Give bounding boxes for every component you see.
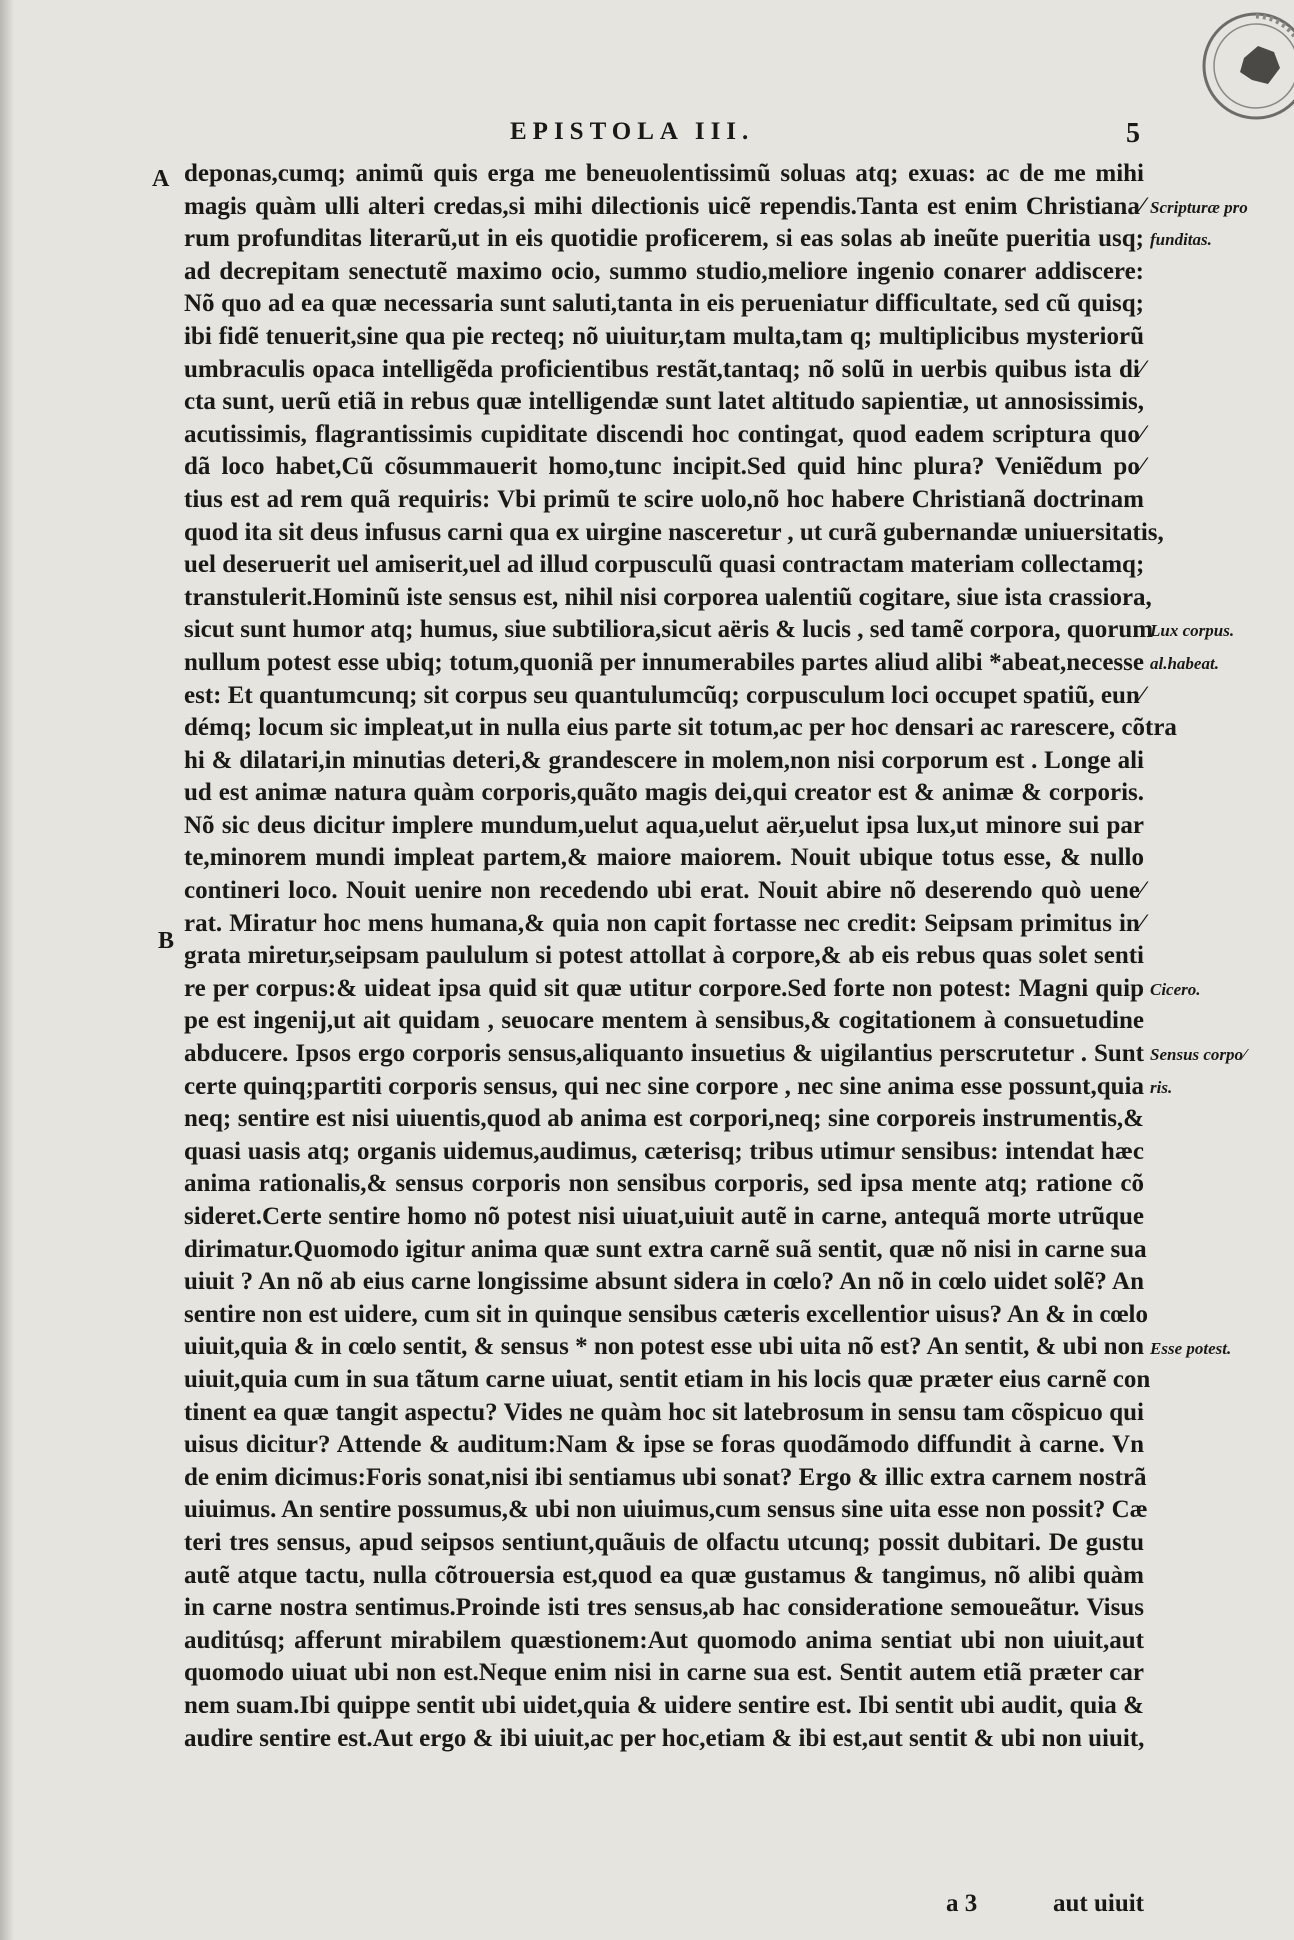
text-line: quasi uasis atq; organis uidemus,audimus, cæterisq; tribus utimur sensibus: intendat hæc	[184, 1137, 1144, 1165]
text-line: de enim dicimus:Foris sonat,nisi ibi sentiamus ubi sonat? Ergo & illic extra carnem nostrã	[184, 1463, 1147, 1491]
text-line: démq; locum sic impleat,ut in nulla eius parte sit totum,ac per hoc densari ac rarescere, cõtra	[184, 714, 1177, 742]
text-line: te,minorem mundi impleat partem,& maiore maiorem. Nouit ubique totus esse, & nullo	[184, 844, 1144, 872]
text-line: uiuimus. An sentire possumus,& ubi non uiuimus,cum sensus sine uita esse non possit? Cæ	[184, 1496, 1148, 1524]
text-line: auditúsq; afferunt mirabilem quæstionem:Aut quomodo anima sentiat ubi non uiuit,aut	[184, 1626, 1144, 1654]
text-line: quomodo uiuat ubi non est.Neque enim nisi in carne sua est. Sentit autem etiã præter car	[184, 1659, 1144, 1687]
text-line: abducere. Ipsos ergo corporis sensus,aliquanto insuetius & uigilantius perscrutetur . Sunt	[184, 1040, 1144, 1068]
text-line: transtulerit.Hominũ iste sensus est, nihil nisi corporea ualentiũ cogitare, siue ista crassiora,	[184, 583, 1152, 611]
running-title: EPISTOLA III.	[510, 118, 755, 145]
text-line: audire sentire est.Aut ergo & ibi uiuit,ac per hoc,etiam & ibi est,aut sentit & ubi non uiuit,	[184, 1724, 1145, 1752]
page-number: 5	[1126, 118, 1140, 149]
text-line: quod ita sit deus infusus carni qua ex uirgine nasceretur , ut curã gubernandæ uniuersitatis,	[184, 518, 1164, 546]
text-line: certe quinq;partiti corporis sensus, qui nec sine corpore , nec sine anima esse possunt,quia	[184, 1072, 1144, 1100]
text-line: tius est ad rem quã requiris: Vbi primũ te scire uolo,nõ hoc habere Christianã doctrinam	[184, 485, 1144, 513]
margin-note: Lux corpus.	[1150, 621, 1235, 641]
text-line: dirimatur.Quomodo igitur anima quæ sunt extra carnẽ suã sentit, quæ nõ nisi in carne sua	[184, 1235, 1147, 1263]
text-line: magis quàm ulli alteri credas,si mihi dilectionis uicẽ rependis.Tanta est enim Christiana⁄	[184, 192, 1144, 220]
text-line: nem suam.Ibi quippe sentit ubi uidet,quia & uidere sentire est. Ibi sentit ubi audit, quia &	[184, 1691, 1144, 1719]
signature-mark: a 3	[946, 1890, 978, 1917]
text-line: contineri loco. Nouit uenire non recedendo ubi erat. Nouit abire nõ deserendo quò uene⁄	[184, 877, 1144, 905]
page-footer	[184, 1890, 1144, 1924]
text-line: tinent ea quæ tangit aspectu? Vides ne quàm hoc sit latebrosum in sensu tam cõspicuo qui	[184, 1398, 1144, 1426]
text-line: nullum potest esse ubiq; totum,quoniã per innumerabiles partes aliud alibi *abeat,necesse	[184, 648, 1144, 676]
margin-note: Cicero.	[1150, 980, 1201, 999]
margin-note: Esse potest.	[1150, 1338, 1232, 1358]
text-line: rum profunditas literarũ,ut in eis quotidie proficerem, si eas solas ab ineũte pueritia usq;	[184, 225, 1144, 253]
text-line: ad decrepitam senectutẽ maximo ocio, summo studio,meliore ingenio conarer addiscere:	[184, 257, 1144, 285]
text-line: uiuit,quia & in cœlo sentit, & sensus * non potest esse ubi uita nõ est? An sentit, & ubi non	[184, 1333, 1144, 1361]
text-line: teri tres sensus, apud seipsos sentiunt,quãuis de olfactu utcunq; possit dubitari. De gustu	[184, 1528, 1144, 1556]
section-marker-a: A	[152, 166, 170, 192]
text-line: deponas,cumq; animũ quis erga me beneuolentissimũ soluas atq; exuas: ac de me mihi	[184, 160, 1144, 187]
text-line: est: Et quantumcunq; sit corpus seu quantulumcũq; corpusculum loci occupet spatiũ, eun⁄	[184, 681, 1144, 709]
margin-note: Scripturæ pro	[1150, 197, 1248, 217]
text-line: pe est ingenij,ut ait quidam , seuocare mentem à sensibus,& cogitationem à consuetudine	[184, 1007, 1144, 1035]
text-line: autẽ atque tactu, nulla cõtrouersia est,quod ea quæ gustamus & tangimus, nõ alibi quàm	[184, 1561, 1144, 1589]
text-line: sideret.Certe sentire homo nõ potest nisi uiuat,uiuit autẽ in carne, antequã morte utrũque	[184, 1203, 1144, 1230]
text-line: anima rationalis,& sensus corporis non sensibus corporis, sed ipsa mente atq; ratione cõ	[184, 1170, 1144, 1198]
text-line: ud est animæ natura quàm corporis,quãto magis dei,qui creator est & animæ & corporis.	[184, 779, 1144, 807]
text-line: rat. Miratur hoc mens humana,& quia non capit fortasse nec credit: Seipsam primitus in⁄	[184, 909, 1144, 937]
text-line: acutissimis, flagrantissimis cupiditate discendi hoc contingat, quod eadem scriptura quo⁄	[184, 420, 1144, 448]
library-stamp	[1196, 6, 1294, 126]
text-line: grata miretur,seipsam paululum si potest attollat à corpore,& ab eis rebus quas solet senti	[184, 942, 1144, 970]
text-line: uisus dicitur? Attende & auditum:Nam & ipse se foras quodãmodo diffundit à carne. Vn	[184, 1431, 1144, 1459]
text-line: Nõ quo ad ea quæ necessaria sunt saluti,tanta in eis perueniatur difficultate, sed cũ quisq;	[184, 290, 1144, 318]
margin-note: Sensus corpo⁄	[1150, 1045, 1246, 1065]
margin-note: ris.	[1150, 1077, 1173, 1097]
text-line: cta sunt, uerũ etiã in rebus quæ intelligendæ sunt latet altitudo sapientiæ, ut annosissimis,	[184, 388, 1144, 416]
text-line: in carne nostra sentimus.Proinde isti tres sensus,ab hac consideratione semoueãtur. Visus	[184, 1594, 1144, 1622]
text-line: uel deseruerit uel amiserit,uel ad illud corpusculũ quasi contractam materiam collectamq;	[184, 551, 1145, 579]
margin-note: al.habeat.	[1150, 654, 1219, 673]
text-line: Nõ sic deus dicitur implere mundum,uelut aqua,uelut aër,uelut ipsa lux,ut minore sui par	[184, 811, 1144, 839]
margin-note: funditas.	[1150, 230, 1212, 250]
text-line: hi & dilatari,in minutias deteri,& grandescere in molem,non nisi corporum est . Longe ali	[184, 746, 1144, 774]
text-line: sentire non est uidere, cum sit in quinque sensibus cæteris excellentior uisus? An & in cœlo	[184, 1300, 1148, 1328]
text-line: umbraculis opaca intelligẽda proficientibus restãt,tantaq; nõ solũ in uerbis quibus ista di⁄	[184, 355, 1144, 383]
text-line: re per corpus:& uideat ipsa quid sit quæ utitur corpore.Sed forte non potest: Magni quip	[184, 974, 1144, 1002]
text-line: dã loco habet,Cũ cõsummauerit homo,tunc incipit.Sed quid hinc plura? Veniẽdum po⁄	[184, 453, 1144, 481]
running-head	[180, 118, 1140, 152]
catchword: aut uiuit	[1052, 1890, 1144, 1917]
text-line: uiuit,quia cum in sua tãtum carne uiuat, sentit etiam in his locis quæ præter eius carnẽ con	[184, 1365, 1151, 1393]
section-marker-b: B	[158, 928, 175, 954]
text-line: sicut sunt humor atq; humus, siue subtiliora,sicut aëris & lucis , sed tamẽ corpora, quorum	[184, 616, 1154, 644]
text-line: ibi fidẽ tenuerit,sine qua pie recteq; nõ uiuitur,tam multa,tam q; multiplicibus mysteriorũ	[184, 322, 1144, 350]
text-line: uiuit ? An nõ ab eius carne longissime absunt sidera in cœlo? An nõ in cœlo uidet solẽ? An	[184, 1268, 1144, 1296]
text-line: neq; sentire est nisi uiuentis,quod ab anima est corpori,neq; sine corporeis instrumentis,&	[184, 1105, 1144, 1133]
